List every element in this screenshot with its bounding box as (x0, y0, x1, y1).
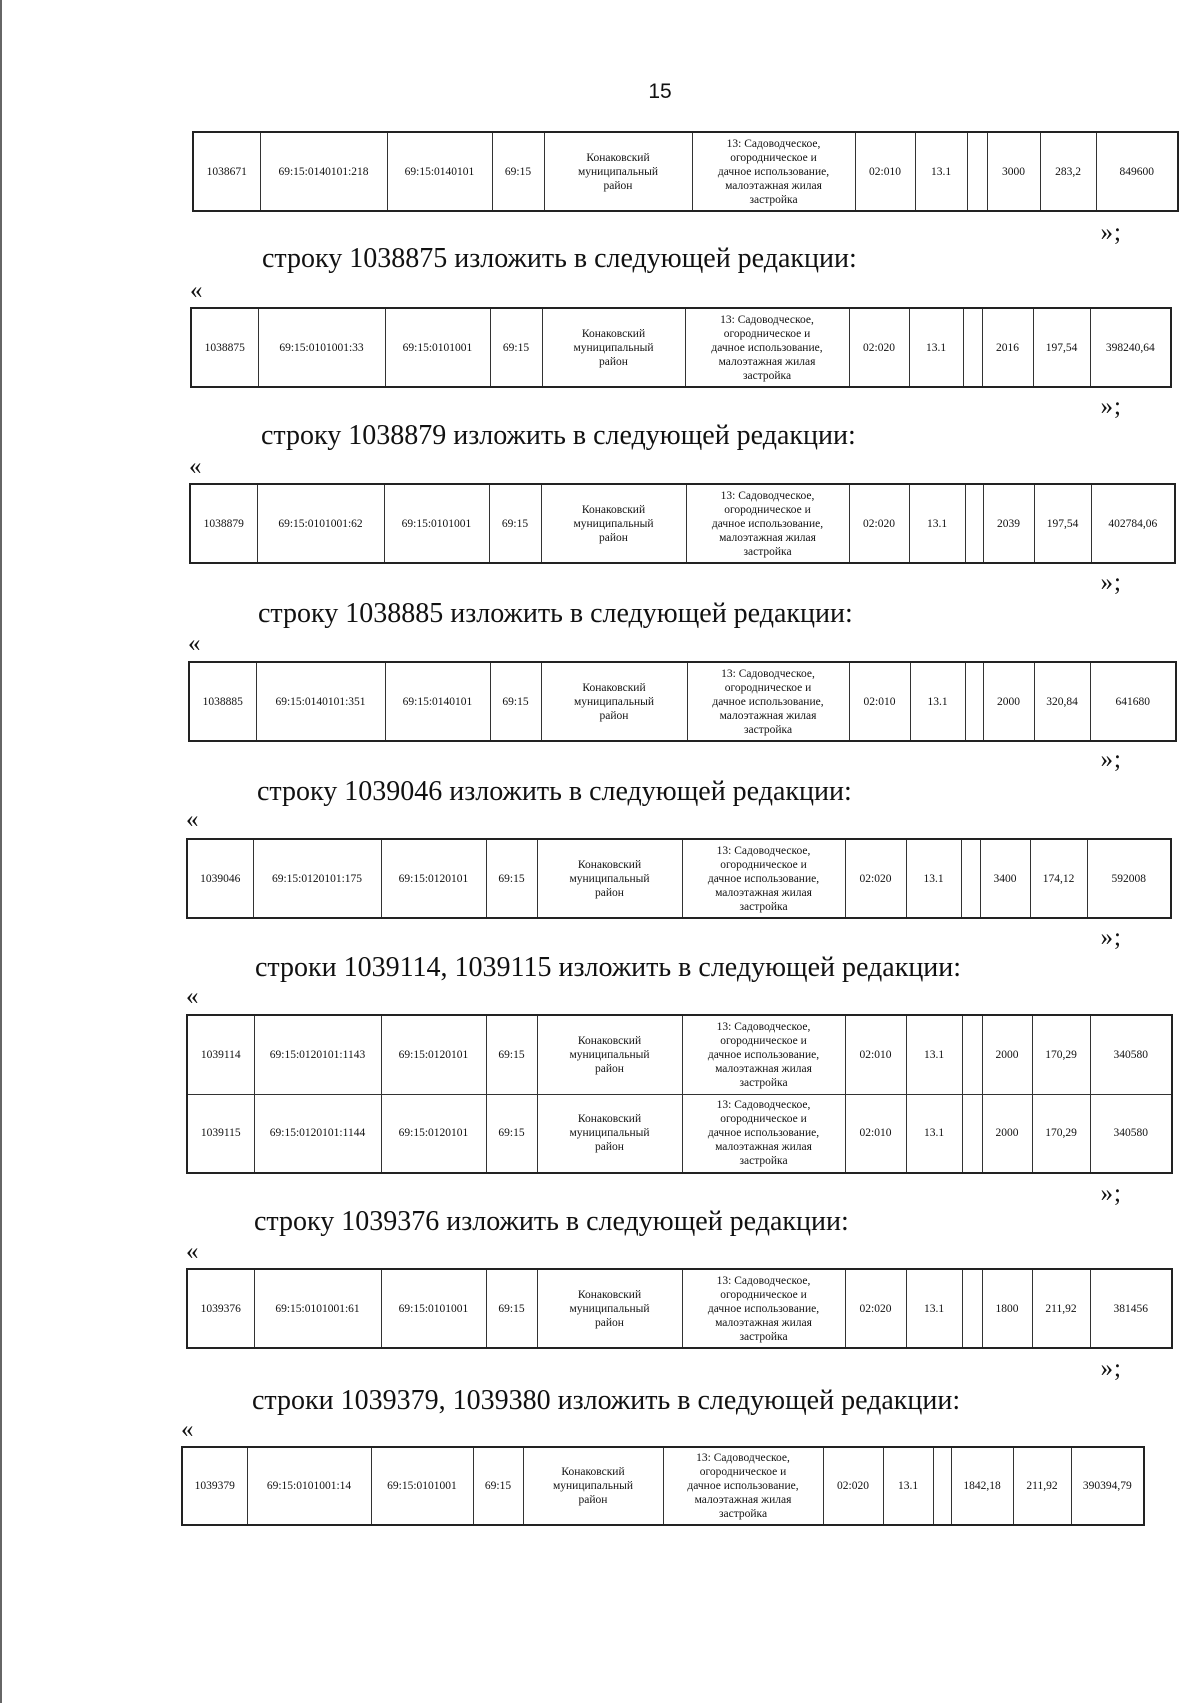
cell-code: 02:020 (849, 308, 909, 387)
cell-group: 13.1 (909, 308, 963, 387)
table-row (189, 662, 1176, 741)
table-row (187, 1015, 1172, 1094)
cell-empty (933, 1447, 951, 1525)
cell-area: 2039 (983, 484, 1034, 563)
cell-quarter: 69:15:0101001 (384, 484, 489, 563)
cell-cadastral: 69:15:0120101:1143 (254, 1015, 381, 1094)
cell-cadastral: 69:15:0101001:14 (247, 1447, 371, 1525)
cell-land-use: 13: Садоводческое, огородническое и дачное использование, малоэтажная жилая застройка (682, 1094, 845, 1173)
cell-cadastral: 69:15:0101001:62 (257, 484, 384, 563)
cell-group: 13.1 (909, 484, 965, 563)
cell-rate: 174,12 (1030, 839, 1087, 918)
cell-quarter: 69:15:0140101 (385, 662, 490, 741)
section-heading: строку 1039376 изложить в следующей редакции: (254, 1206, 849, 1237)
table-row (191, 308, 1171, 387)
cell-district: Конаковский муниципальный район (542, 308, 685, 387)
cell-id: 1039115 (187, 1094, 254, 1173)
cell-rate: 211,92 (1032, 1269, 1090, 1348)
table-row (193, 132, 1178, 211)
cell-code: 02:020 (823, 1447, 883, 1525)
section-heading: строки 1039379, 1039380 изложить в следующей редакции: (252, 1385, 961, 1416)
scan-edge-line (0, 0, 2, 1703)
cell-rate: 197,54 (1034, 484, 1091, 563)
cell-cadastral: 69:15:0140101:218 (260, 132, 387, 211)
table-row (187, 1094, 1172, 1173)
cell-rate: 170,29 (1032, 1094, 1090, 1173)
cell-value: 849600 (1096, 132, 1178, 211)
cell-code: 02:010 (849, 662, 910, 741)
cell-land-use: 13: Садоводческое, огородническое и дачное использование, малоэтажная жилая застройка (682, 839, 845, 918)
cell-value: 340580 (1090, 1094, 1172, 1173)
section-heading: строки 1039114, 1039115 изложить в следующей редакции: (255, 952, 962, 983)
cell-code: 02:010 (845, 1015, 906, 1094)
cell-region: 69:15 (473, 1447, 523, 1525)
open-quote: « (190, 277, 203, 304)
cell-value: 340580 (1090, 1015, 1172, 1094)
cell-region: 69:15 (486, 839, 537, 918)
page-number: 15 (648, 80, 672, 103)
cell-empty (961, 839, 980, 918)
cell-cadastral: 69:15:0140101:351 (256, 662, 385, 741)
amendment-table (186, 1268, 1173, 1349)
cell-land-use: 13: Садоводческое, огородническое и дачное использование, малоэтажная жилая застройка (692, 132, 855, 211)
close-quote: »; (1100, 393, 1122, 420)
close-quote: »; (1100, 924, 1122, 951)
cell-id: 1038879 (190, 484, 257, 563)
cell-area: 2000 (982, 1015, 1032, 1094)
cell-quarter: 69:15:0140101 (387, 132, 492, 211)
cell-group: 13.1 (906, 1015, 962, 1094)
open-quote: « (189, 453, 202, 480)
cell-group: 13.1 (906, 839, 961, 918)
cell-empty (963, 308, 982, 387)
cell-rate: 283,2 (1040, 132, 1096, 211)
cell-district: Конаковский муниципальный район (537, 1015, 682, 1094)
cell-district: Конаковский муниципальный район (537, 839, 682, 918)
cell-value: 402784,06 (1091, 484, 1175, 563)
cell-cadastral: 69:15:0101001:33 (258, 308, 385, 387)
cell-quarter: 69:15:0120101 (381, 1015, 486, 1094)
cell-rate: 197,54 (1033, 308, 1090, 387)
cell-group: 13.1 (910, 662, 965, 741)
section-heading: строку 1039046 изложить в следующей редакции: (257, 776, 852, 807)
amendment-table (189, 483, 1176, 564)
cell-district: Конаковский муниципальный район (541, 662, 687, 741)
cell-code: 02:010 (845, 1094, 906, 1173)
amendment-table (188, 661, 1177, 742)
cell-land-use: 13: Садоводческое, огородническое и дачное использование, малоэтажная жилая застройка (687, 662, 849, 741)
close-quote: »; (1100, 569, 1122, 596)
cell-area: 2000 (983, 662, 1034, 741)
amendment-table (190, 307, 1172, 388)
cell-id: 1039114 (187, 1015, 254, 1094)
table-row (187, 1269, 1172, 1348)
open-quote: « (181, 1416, 194, 1443)
cell-land-use: 13: Садоводческое, огородническое и дачное использование, малоэтажная жилая застройка (682, 1269, 845, 1348)
cell-region: 69:15 (490, 308, 542, 387)
cell-value: 381456 (1090, 1269, 1172, 1348)
cell-empty (967, 132, 987, 211)
cell-empty (962, 1015, 982, 1094)
cell-land-use: 13: Садоводческое, огородническое и дачное использование, малоэтажная жилая застройка (663, 1447, 823, 1525)
cell-region: 69:15 (489, 484, 541, 563)
cell-code: 02:010 (855, 132, 915, 211)
cell-area: 2000 (982, 1094, 1032, 1173)
cell-district: Конаковский муниципальный район (523, 1447, 663, 1525)
cell-group: 13.1 (906, 1269, 962, 1348)
cell-group: 13.1 (906, 1094, 962, 1173)
cell-region: 69:15 (486, 1015, 537, 1094)
cell-empty (962, 1094, 982, 1173)
cell-quarter: 69:15:0120101 (381, 1094, 486, 1173)
cell-area: 2016 (982, 308, 1033, 387)
cell-id: 1038885 (189, 662, 256, 741)
cell-rate: 211,92 (1013, 1447, 1071, 1525)
cell-value: 592008 (1087, 839, 1171, 918)
section-heading: строку 1038885 изложить в следующей редакции: (258, 598, 853, 629)
cell-code: 02:020 (845, 1269, 906, 1348)
section-heading: строку 1038875 изложить в следующей редакции: (262, 243, 857, 274)
cell-empty (965, 484, 983, 563)
open-quote: « (188, 630, 201, 657)
cell-region: 69:15 (490, 662, 541, 741)
amendment-table (186, 1014, 1173, 1174)
close-quote: »; (1100, 746, 1122, 773)
table-row (187, 839, 1171, 918)
cell-value: 390394,79 (1071, 1447, 1144, 1525)
open-quote: « (186, 1238, 199, 1265)
cell-area: 1800 (982, 1269, 1032, 1348)
cell-district: Конаковский муниципальный район (541, 484, 686, 563)
cell-cadastral: 69:15:0101001:61 (254, 1269, 381, 1348)
cell-district: Конаковский муниципальный район (537, 1094, 682, 1173)
cell-rate: 320,84 (1034, 662, 1090, 741)
cell-group: 13.1 (883, 1447, 933, 1525)
cell-land-use: 13: Садоводческое, огородническое и дачное использование, малоэтажная жилая застройка (682, 1015, 845, 1094)
cell-id: 1039046 (187, 839, 253, 918)
cell-land-use: 13: Садоводческое, огородническое и дачное использование, малоэтажная жилая застройка (685, 308, 849, 387)
close-quote: »; (1100, 219, 1122, 246)
table-row (182, 1447, 1144, 1525)
cell-id: 1038671 (193, 132, 260, 211)
cell-code: 02:020 (845, 839, 906, 918)
cell-region: 69:15 (486, 1269, 537, 1348)
section-heading: строку 1038879 изложить в следующей редакции: (261, 420, 856, 451)
cell-quarter: 69:15:0101001 (385, 308, 490, 387)
cell-area: 3000 (987, 132, 1040, 211)
cell-group: 13.1 (915, 132, 967, 211)
cell-value: 398240,64 (1090, 308, 1171, 387)
cell-district: Конаковский муниципальный район (544, 132, 692, 211)
amendment-table (186, 838, 1172, 919)
cell-cadastral: 69:15:0120101:175 (253, 839, 381, 918)
cell-land-use: 13: Садоводческое, огородническое и дачное использование, малоэтажная жилая застройка (686, 484, 849, 563)
close-quote: »; (1100, 1355, 1122, 1382)
cell-empty (962, 1269, 982, 1348)
cell-area: 3400 (980, 839, 1030, 918)
open-quote: « (186, 806, 199, 833)
cell-region: 69:15 (492, 132, 544, 211)
amendment-table (192, 131, 1179, 212)
cell-quarter: 69:15:0120101 (381, 839, 486, 918)
cell-area: 1842,18 (951, 1447, 1013, 1525)
open-quote: « (186, 983, 199, 1010)
cell-value: 641680 (1090, 662, 1176, 741)
cell-id: 1038875 (191, 308, 258, 387)
cell-rate: 170,29 (1032, 1015, 1090, 1094)
table-row (190, 484, 1175, 563)
cell-district: Конаковский муниципальный район (537, 1269, 682, 1348)
cell-id: 1039376 (187, 1269, 254, 1348)
cell-quarter: 69:15:0101001 (381, 1269, 486, 1348)
close-quote: »; (1100, 1180, 1122, 1207)
cell-quarter: 69:15:0101001 (371, 1447, 473, 1525)
cell-code: 02:020 (849, 484, 909, 563)
cell-cadastral: 69:15:0120101:1144 (254, 1094, 381, 1173)
amendment-table (181, 1446, 1145, 1526)
cell-region: 69:15 (486, 1094, 537, 1173)
cell-empty (965, 662, 983, 741)
cell-id: 1039379 (182, 1447, 247, 1525)
